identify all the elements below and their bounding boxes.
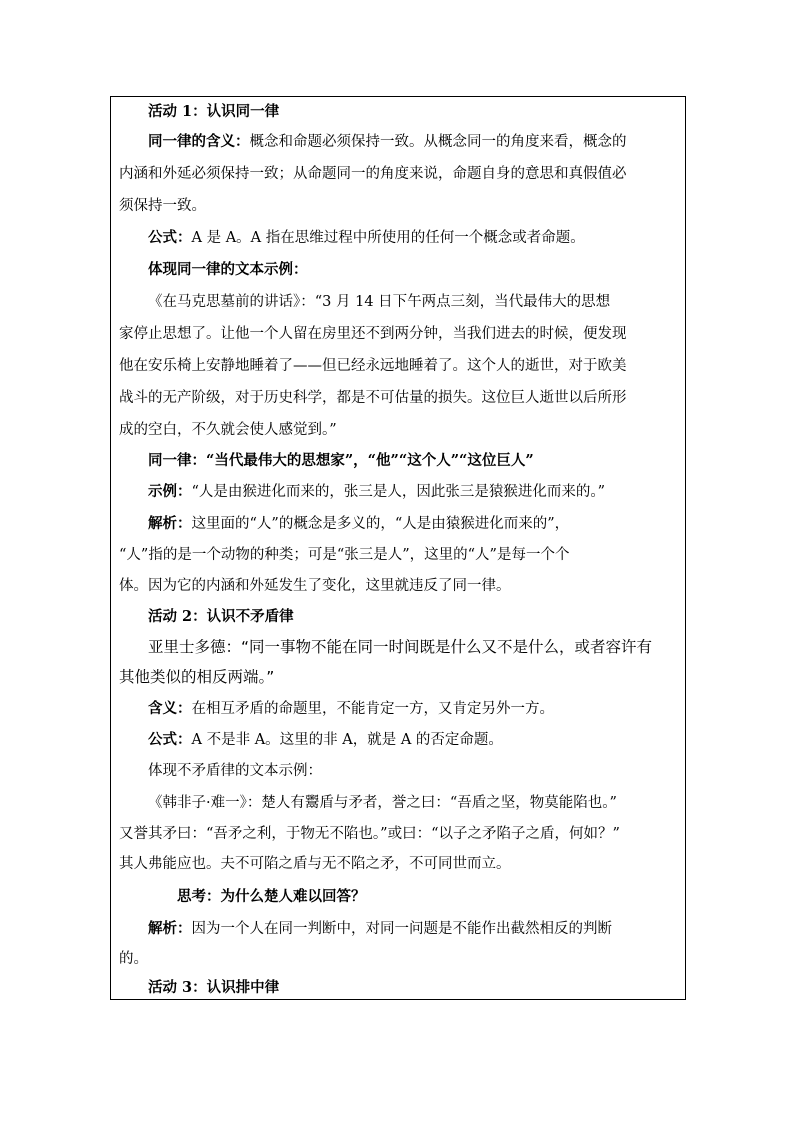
content-table-cell (110, 96, 686, 1000)
paragraph-line (119, 540, 679, 570)
heading-activity-3 (119, 973, 679, 1003)
heading-activity-2 (119, 602, 679, 632)
line-text: A 是 A。A 指在思维过程中所使用的任何一个概念或者命题。 (191, 230, 585, 246)
line-text: 这里面的“人”的概念是多义的，“人是由猿猴进化而来的”， (191, 516, 570, 532)
paragraph-line (119, 446, 679, 476)
paragraph-line (119, 756, 679, 786)
line-label: 解析： (148, 920, 192, 937)
paragraph-line (119, 191, 679, 221)
line-label: 体现同一律的文本示例： (148, 261, 308, 278)
paragraph-line (119, 914, 679, 944)
paragraph-line (119, 477, 679, 507)
paragraph-line (119, 944, 679, 974)
line-text: “人”指的是一个动物的种类；可是“张三是人”，这里的“人”是每一个个 (119, 547, 570, 563)
line-label: 同一律的含义： (148, 133, 250, 150)
line-text: 的。 (119, 951, 148, 967)
paragraph-line (119, 819, 679, 849)
line-text: 家停止思想了。让他一个人留在房里还不到两分钟，当我们进去的时候，便发现 (119, 326, 627, 342)
line-text: 亚里士多德：“同一事物不能在同一时间既是什么又不是什么，或者容许有 (148, 638, 653, 656)
line-text: 《韩非子·难一》：楚人有鬻盾与矛者，誉之曰：“吾盾之坚，物莫能陷也。” (148, 795, 617, 811)
paragraph-line (119, 159, 679, 189)
line-label: 含义： (148, 700, 192, 717)
paragraph-line (119, 383, 679, 413)
paragraph-line (119, 662, 679, 692)
paragraph-line (119, 571, 679, 601)
line-label: 示例： (148, 483, 192, 500)
line-label: 公式： (148, 731, 192, 748)
paragraph-line (119, 287, 679, 317)
paragraph-line (119, 725, 679, 755)
line-label: 活动 2：认识不矛盾律 (148, 608, 294, 625)
line-text: 成的空白，不久就会使人感觉到。” (119, 422, 337, 438)
line-text: 其他类似的相反两端。” (119, 668, 275, 686)
line-label: 活动 1：认识同一律 (148, 103, 280, 120)
line-label: 解析： (148, 515, 192, 532)
paragraph-line (119, 694, 679, 724)
paragraph-line (119, 788, 679, 818)
paragraph-line (119, 849, 679, 879)
line-text: 在相互矛盾的命题里，不能肯定一方，又肯定另外一方。 (191, 701, 554, 717)
paragraph-line (119, 415, 679, 445)
line-text: A 不是非 A。这里的非 A，就是 A 的否定命题。 (191, 732, 503, 748)
line-text: 他在安乐椅上安静地睡着了——但已经永远地睡着了。这个人的逝世，对于欧美 (119, 358, 627, 374)
line-label: 公式： (148, 229, 192, 246)
line-text: 战斗的无产阶级，对于历史科学，都是不可估量的损失。这位巨人逝世以后所形 (119, 390, 627, 406)
paragraph-line (119, 509, 679, 539)
line-text: 内涵和外延必须保持一致；从命题同一的角度来说，命题自身的意思和真假值必 (119, 166, 627, 182)
line-text: 体现不矛盾律的文本示例： (148, 763, 322, 779)
line-text: 体。因为它的内涵和外延发生了变化，这里就违反了同一律。 (119, 578, 511, 594)
line-text: 又誉其矛曰：“吾矛之利，于物无不陷也。”或曰：“以子之矛陷子之盾，何如？” (119, 826, 620, 842)
line-text: 其人弗能应也。夫不可陷之盾与无不陷之矛，不可同世而立。 (119, 856, 511, 872)
paragraph-line (119, 319, 679, 349)
paragraph-line (119, 223, 679, 253)
paragraph-line (119, 255, 679, 285)
line-label: 同一律：“当代最伟大的思想家”，“他”“这个人”“这位巨人” (148, 452, 534, 469)
paragraph-line (119, 127, 679, 157)
line-text: 须保持一致。 (119, 198, 206, 214)
line-text: 《在马克思墓前的讲话》：“3 月 14 日下午两点三刻，当代最伟大的思想 (148, 294, 611, 310)
line-text: 因为一个人在同一判断中，对同一问题是不能作出截然相反的判断 (191, 921, 612, 937)
line-label: 思考：为什么楚人难以回答？ (177, 888, 366, 905)
paragraph-line (119, 632, 679, 662)
heading-activity-1 (119, 97, 679, 127)
line-text: “人是由猴进化而来的，张三是人，因此张三是猿猴进化而来的。” (191, 484, 606, 500)
paragraph-line (119, 351, 679, 381)
line-label: 活动 3：认识排中律 (148, 979, 280, 996)
paragraph-line (119, 882, 679, 912)
line-text: 概念和命题必须保持一致。从概念同一的角度来看，概念的 (249, 134, 627, 150)
